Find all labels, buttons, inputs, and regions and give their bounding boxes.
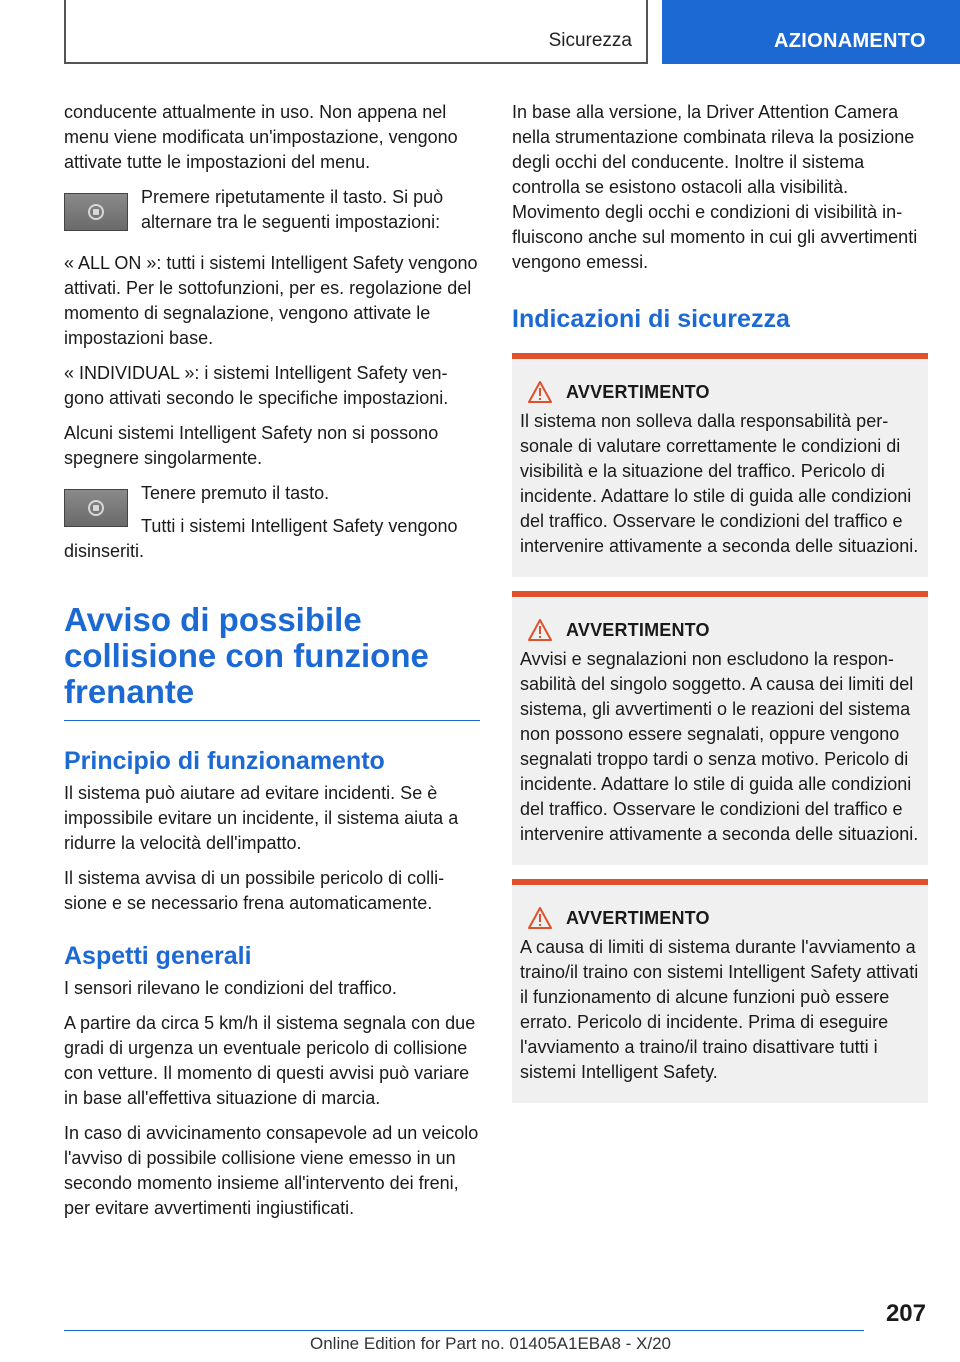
warning-text: Avvisi e segnalazioni non escludono la responsabilità del singolo soggetto. A causa dei limiti del sistema, gli avvertimenti o le reazioni del sistema non possono essere segnalati, oppure vengono segnalati troppo tardi o senza motivo. Pericolo di incidente. Adattare lo stile di guida alle condizioni del traffico. Osservare le condizioni del traffico e intervenire attivamente a seconda delle situazioni. <box>520 649 919 844</box>
instruction-text-continued: Tutti i sistemi Intelligent Safety vengono disinseriti. <box>64 516 458 561</box>
paragraph: Il sistema avvisa di un possibile pericolo di collisione e se necessario frena automaticamente. <box>64 868 445 913</box>
warning-triangle-icon <box>528 619 552 641</box>
warning-box <box>512 591 928 865</box>
warning-box <box>512 353 928 577</box>
chapter-heading: Avviso di possibile collisione con funzione frenante <box>64 602 480 721</box>
paragraph: In base alla versione, la Driver Attention Camera nella strumentazione combinata rileva la posizione degli occhi del conducente. Inoltre il sistema controlla se esistono ostacoli alla visibilità. Movimento degli occhi e condizioni di visibilità influiscono anche sul momento in cui gli avvertimenti vengono emessi. <box>512 102 918 272</box>
instruction-text: Premere ripetutamente il tasto. Si può alternare tra le seguenti impostazioni: <box>141 187 444 232</box>
warning-text: A causa di limiti di sistema durante l'avviamento a traino/il traino con sistemi Intelligent Safety attivati il funzionamento di alcune funzioni può essere errato. Pericolo di incidente. Prima di eseguire l'avviamento a traino/il traino disattivare tutti i sistemi Intelligent Safety. <box>520 937 919 1082</box>
instruction-text: Tenere premuto il tasto. <box>141 483 330 503</box>
warning-triangle-icon <box>528 381 552 403</box>
section-heading: Principio di funzionamento <box>64 747 385 775</box>
icon-instruction <box>64 185 480 241</box>
section-heading: Indicazioni di sicurezza <box>512 305 790 333</box>
section-heading: Aspetti generali <box>64 942 252 970</box>
paragraph: A partire da circa 5 km/h il sistema segnala con due gradi di urgenza un eventuale pericolo di collisione con vetture. Il momento di questi avvisi può variare in base all'effettiva situazione di marcia. <box>64 1013 476 1108</box>
left-column <box>64 100 480 1231</box>
edition-footer: Online Edition for Part no. 01405A1EBA8 - X/20 <box>310 1334 672 1353</box>
warning-text: Il sistema non solleva dalla responsabilità personale di valutare correttamente le condizioni di visibilità e la situazione del traffico. Pericolo di incidente. Adattare lo stile di guida alle condizioni del traffico. Osservare le condizioni del traffico e intervenire attivamente a seconda delle situazioni. <box>520 411 919 556</box>
icon-instruction <box>64 481 480 564</box>
footer-divider <box>64 1330 864 1331</box>
header-section-tab <box>64 0 648 64</box>
paragraph: In caso di avvicinamento consapevole ad un veicolo l'avviso di possibile collisione viene emesso in un secondo momento insieme all'intervento dei freni, per evitare avvertimenti ingiustificati. <box>64 1123 479 1218</box>
intelligent-safety-button-icon <box>64 489 128 527</box>
intelligent-safety-button-icon <box>64 193 128 231</box>
warning-title: AVVERTIMENTO <box>566 907 710 928</box>
header-section-title: Sicurezza <box>548 30 632 51</box>
paragraph: I sensori rilevano le condizioni del traffico. <box>64 978 397 998</box>
page-number: 207 <box>885 1300 926 1327</box>
warning-title: AVVERTIMENTO <box>566 619 710 640</box>
paragraph: Il sistema può aiutare ad evitare incidenti. Se è impossibile evitare un incidente, il sistema aiuta a ridurre la velocità dell'impatto. <box>64 783 459 853</box>
paragraph: Alcuni sistemi Intelligent Safety non si possono spegnere singolarmente. <box>64 423 439 468</box>
header-chapter-title: AZIONAMENTO <box>774 30 926 52</box>
warning-triangle-icon <box>528 907 552 929</box>
paragraph: « INDIVIDUAL »: i sistemi Intelligent Safety vengono attivati secondo le specifiche impostazioni. <box>64 363 449 408</box>
warning-title: AVVERTIMENTO <box>566 381 710 402</box>
paragraph: « ALL ON »: tutti i sistemi Intelligent Safety vengono attivati. Per le sottofunzioni, per es. regolazione del momento di segnalazione, vengono attivate le impostazioni base. <box>64 253 478 348</box>
right-column <box>512 100 928 1117</box>
paragraph: conducente attualmente in uso. Non appena nel menu viene modificata un'impostazione, vengono attivate tutte le impostazioni del menu. <box>64 102 458 172</box>
header-chapter-tab <box>662 0 960 64</box>
warning-box <box>512 879 928 1103</box>
